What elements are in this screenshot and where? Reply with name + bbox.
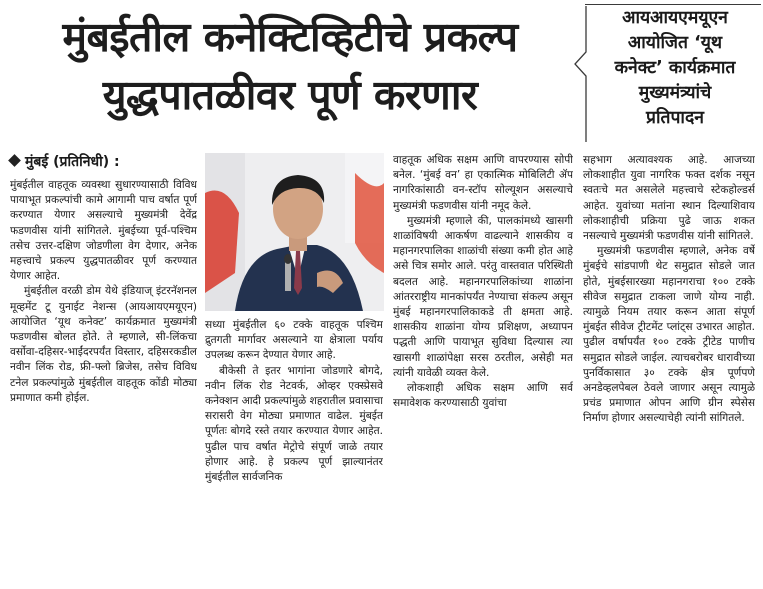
headline-line-1: मुंबईतील कनेक्टिव्हिटीचे प्रकल्प — [62, 13, 518, 61]
headline-line-2: युद्धपातळीवर पूर्ण करणार — [102, 71, 478, 119]
article-column-3 — [393, 153, 573, 584]
subheadline-line-3: कनेक्ट’ कार्यक्रमात — [614, 58, 736, 78]
person-photo-illustration — [205, 153, 384, 311]
col3-paragraph-3: लोकशाही अधिक सक्षम आणि सर्व समावेशक करण्यासाठी युवांचा — [393, 382, 573, 410]
subheadline-line-5: प्रतिपादन — [646, 108, 704, 128]
subheadline-line-4: मुख्यमंत्र्यांचे — [638, 83, 712, 103]
dateline-text: मुंबई (प्रतिनिधी) : — [25, 154, 120, 170]
col1-paragraph-2: मुंबईतील वरळी डोम येथे इंडियाज् इंटरनॅशनल मूव्हमेंट टू युनाईट नेशन्स (आयआयएमयूएन) आयोजित ‘यूथ कनेक्ट’ कार्यक्रमात मुख्यमंत्री फडणवीस बोलत होते. ते म्हणाले, सी-लिंकचा वर्सोवा-दहिसर-भाईंदरपर्यंत विस्तार, दहिसरकडील नवीन लिंक रोड, फ्री-फ्लो ब्रिजेस, तसेच विविध टनेल प्रकल्पांमुळे मुंबईतील वाहतूक कोंडी मोठ्या प्रमाणात कमी होईल. — [10, 285, 197, 404]
article-column-2 — [205, 318, 383, 584]
article-column-1 — [10, 178, 197, 584]
col1-paragraph-1: मुंबईतील वाहतूक व्यवस्था सुधारण्यासाठी विविध पायाभूत प्रकल्पांची कामे आगामी पाच वर्षात पूर्ण करण्यात येणार असल्याचे मुख्यमंत्री देवेंद्र फडणवीस यांनी सांगितले. मुंबईच्या पूर्व-पश्चिम तसेच उत्तर-दक्षिण जोडणीला वेग देणार, अनेक महत्त्वाचे प्रकल्प युद्धपातळीवर पूर्ण करण्यात येणार आहेत. — [10, 179, 197, 283]
news-photo — [205, 153, 384, 311]
col2-paragraph-2: बीकेसी ते इतर भागांना जोडणारे बोगदे, नवीन लिंक रोड नेटवर्क, ओव्हर एक्स्प्रेसवे कनेक्शन आदी प्रकल्पांमुळे शहरातील प्रवासाचा सरासरी वेग मोठ्या प्रमाणात वाढेल. मुंबईत पूर्णतः बोगदे रस्ते तयार करण्यात येणार आहेत. पुढील पाच वर्षात मेट्रोचे संपूर्ण जाळे तयार होणार आहे. हे प्रकल्प पूर्ण झाल्यानंतर मुंबईतील सार्वजनिक — [205, 364, 383, 484]
col4-paragraph-1: सहभाग अत्यावश्यक आहे. आजच्या लोकशाहीत युवा नागरिक फक्त दर्शक नसून स्वतःचे मत असलेले महत्त्वाचे स्टेकहोल्डर्स आहेत. युवांच्या मतांना स्थान दिल्याशिवाय लोकशाहीची प्रक्रिया पुढे जाऊ शकत नसल्याचे मुख्यमंत्री फडणवीस यांनी सांगितले. — [583, 154, 755, 243]
subheadline — [590, 6, 760, 131]
col4-paragraph-2: मुख्यमंत्री फडणवीस म्हणाले, अनेक वर्षे मुंबईचे सांडपाणी थेट समुद्रात सोडले जात होते, मुंबईसारख्या महानगराचा १०० टक्के सीवेज समुद्रात टाकला जाणे योग्य नाही. त्यामुळे नियम तयार करून आता संपूर्ण मुंबईत सीवेज ट्रीटमेंट प्लांट्स उभारत आहोत. पुढील वर्षापर्यंत १०० टक्के ट्रीटेड पाणीच समुद्रात सोडले जाईल. त्याचबरोबर धारावीच्या पुनर्विकासात ३० टक्के क्षेत्र पूर्णपणे अनडेव्हलपेबल ठेवले जाणार असून त्यामुळे प्रचंड प्रमाणात ओपन आणि ग्रीन स्पेसेस निर्माण होणार असल्याचेही त्यांनी सांगितले. — [583, 245, 755, 425]
subheadline-line-2: आयोजित ‘यूथ — [627, 33, 723, 53]
diamond-bullet-icon — [8, 154, 21, 167]
col3-paragraph-1: वाहतूक अधिक सक्षम आणि वापरण्यास सोपी बनेल. ‘मुंबई वन’ हा एकात्मिक मोबिलिटी ॲप नागरिकांसाठी वन-स्टॉप सोल्यूशन असल्याचे मुख्यमंत्री फडणवीस यांनी नमूद केले. — [393, 154, 573, 212]
subheadline-line-1: आयआयएमयूएन — [622, 8, 728, 28]
col2-paragraph-1: सध्या मुंबईतील ६० टक्के वाहतूक पश्चिम द्रुतगती मार्गावर असल्याने या क्षेत्राला पर्याय उपलब्ध करून देण्यात येणार आहे. — [205, 319, 383, 362]
dateline — [10, 152, 120, 171]
subhead-top-rule — [585, 4, 761, 5]
col3-paragraph-2: मुख्यमंत्री म्हणाले की, पालकांमध्ये खासगी शाळांविषयी आकर्षण वाढल्याने शासकीय व महानगरपालिका शाळांची संख्या कमी होत आहे असे चित्र समोर आले. परंतु वास्तवात परिस्थिती बदलत आहे. महानगरपालिकांच्या शाळांना आंतरराष्ट्रीय मानकांपर्यंत नेण्याचा संकल्प असून मुंबई महानगरपालिकाकडे ती क्षमता आहे. शासकीय शाळांना योग्य प्रशिक्षण, अध्यापन पद्धती आणि पायाभूत सुविधा दिल्यास त्या खासगी शाळांपेक्षा सरस ठरतील, असेही मत त्यांनी यावेळी व्यक्त केले. — [393, 214, 573, 379]
article-column-4 — [583, 153, 755, 584]
